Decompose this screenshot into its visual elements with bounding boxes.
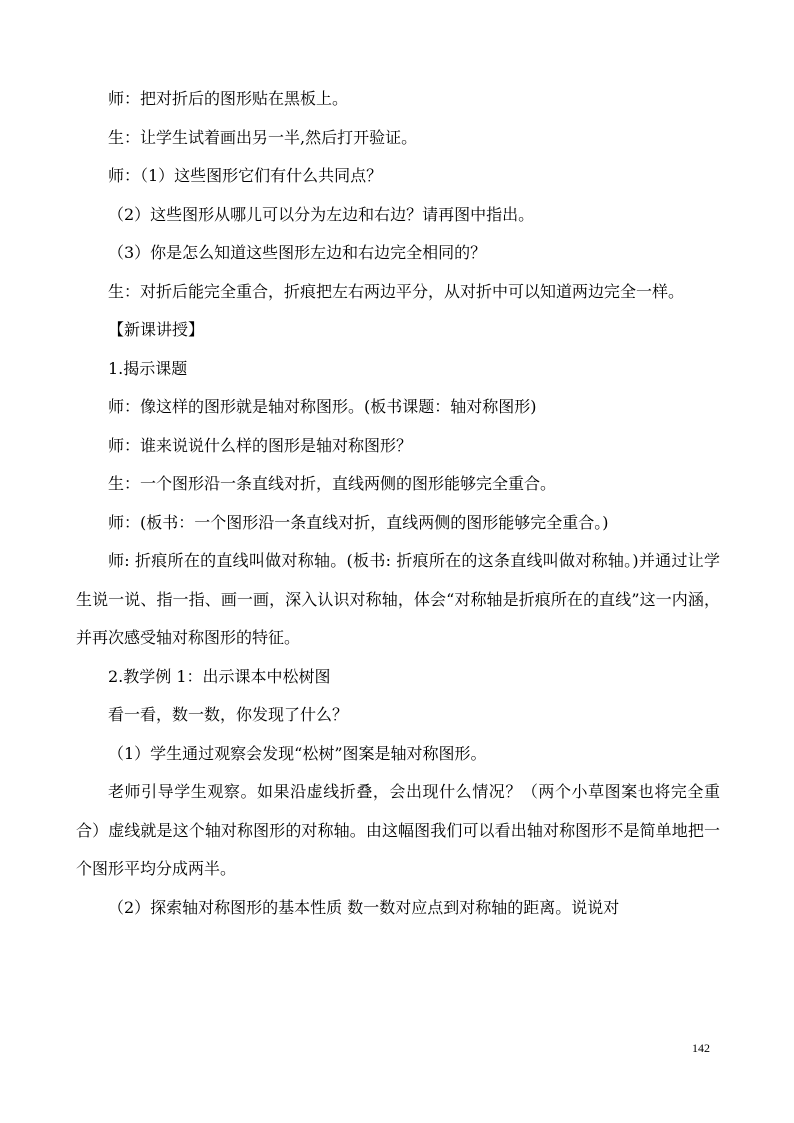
subheading-example-1: 2.教学例 1：出示课本中松树图 <box>108 666 331 686</box>
paragraph-explore-properties: （2）探索轴对称图形的基本性质 数一数对应点到对称轴的距离。说说对 <box>108 897 620 917</box>
page-number: 142 <box>692 1041 710 1055</box>
paragraph-teacher-question-1: 师：（1）这些图形它们有什么共同点？ <box>108 166 383 185</box>
subheading-reveal-topic: 1.揭示课题 <box>108 358 188 378</box>
paragraph-student-draw-half: 生：让学生试着画出另一半,然后打开验证。 <box>108 127 418 147</box>
paragraph-symmetry-axis: 师: 折痕所在的直线叫做对称轴。(板书: 折痕所在的这条直线叫做对称轴。)并通过让学生说一说、指一指、画一画，深入认识对称轴，体会“对称轴是折痕所在的直线”这一内涵，并再次感受轴对称图形的特征。 <box>76 551 720 647</box>
paragraph-question-2: （2）这些图形从哪儿可以分为左边和右边？请再图中指出。 <box>108 204 535 224</box>
section-heading-new-lesson: 【新课讲授】 <box>108 320 205 339</box>
paragraph-teacher-axial-symmetry: 师：像这样的图形就是轴对称图形。(板书课题：轴对称图形) <box>108 397 537 416</box>
paragraph-pine-tree-observation: （1）学生通过观察会发现“松树”图案是轴对称图形。 <box>108 743 487 763</box>
paragraph-teacher-guidance: 老师引导学生观察。如果沿虚线折叠，会出现什么情况？（两个小草图案也将完全重合）虚线就是这个轴对称图形的对称轴。由这幅图我们可以看出轴对称图形不是简单地把一个图形平均分成两半。 <box>76 782 720 878</box>
page-body <box>76 80 720 927</box>
paragraph-teacher-board-definition: 师：(板书：一个图形沿一条直线对折，直线两侧的图形能够完全重合。) <box>108 512 609 532</box>
paragraph-teacher-paste-figure: 师：把对折后的图形贴在黑板上。 <box>108 89 349 108</box>
paragraph-teacher-who-explains: 师：谁来说说什么样的图形是轴对称图形？ <box>108 435 413 455</box>
paragraph-student-answer: 生：对折后能完全重合，折痕把左右两边平分，从对折中可以知道两边完全一样。 <box>108 281 685 301</box>
paragraph-look-and-count: 看一看，数一数，你发现了什么？ <box>108 705 349 724</box>
paragraph-student-definition: 生：一个图形沿一条直线对折，直线两侧的图形能够完全重合。 <box>108 474 557 493</box>
paragraph-question-3: （3）你是怎么知道这些图形左边和右边完全相同的？ <box>108 243 487 262</box>
